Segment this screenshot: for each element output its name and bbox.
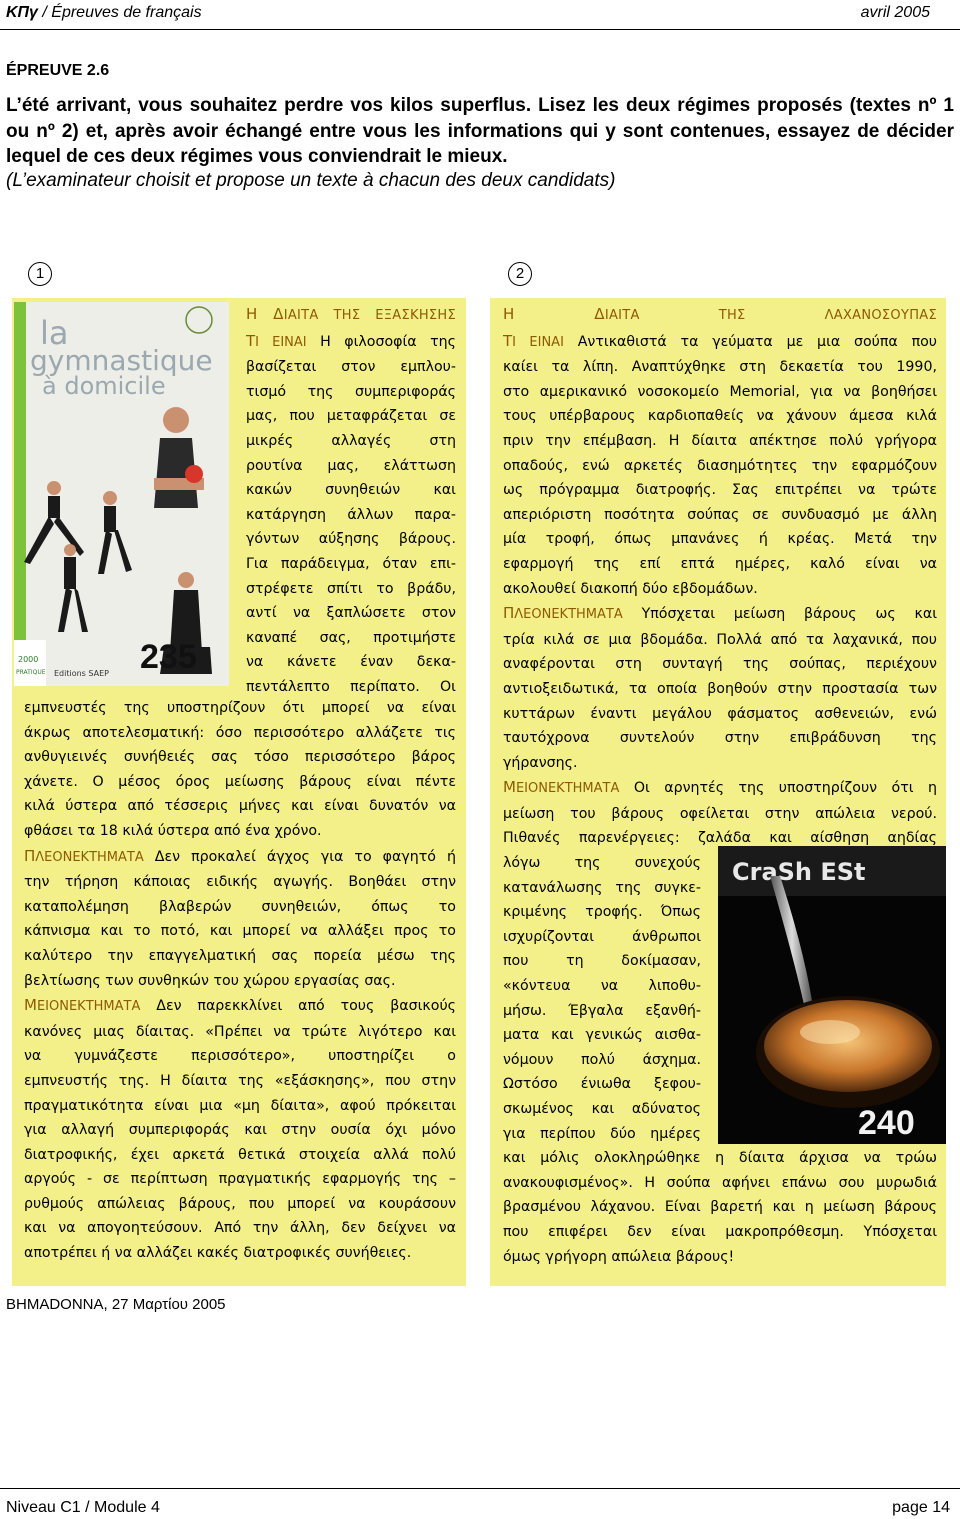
text-2-line: τους υπέρβαρους καρδιοπαθείς να χάνουν άμεσα κιλά — [503, 408, 937, 425]
text-2-line: ακολουθεί διακοπή δύο εβδομάδων. — [503, 580, 758, 597]
text-1-line: την τήρηση κάποιας ειδικής αγωγής. Βοηθάει στην — [24, 874, 456, 891]
text-2-line — [503, 329, 937, 356]
text-1-line: να κάνετε έναν δεκα- — [246, 654, 456, 671]
text-2-line: για περίπου δύο ημέρες — [503, 1125, 701, 1142]
soup-image — [718, 846, 946, 1144]
text-2-line: στο αμερικανικό νοσοκομείο Memorial, για να βοηθήσει — [503, 383, 937, 400]
text-2-line: κριμένης τροφής. Όπως — [503, 904, 701, 921]
text-2-line: «κόντευα να λιποθυ- — [503, 978, 701, 995]
text-1-line: μας, που μεταφράζεται σε — [246, 408, 456, 425]
text-1-line: γόντων αύξησης βάρους. — [246, 531, 456, 548]
text-2-advantages-label — [503, 604, 623, 623]
soup-ladle-art — [718, 846, 946, 1144]
text-2-line: τρία κιλά σε μια βδομάδα. Πολλά από τα λαχανικά, που — [503, 631, 937, 648]
text-2-line: κυττάρων έναντι μεγάλου φάσματος ασθενειών, ενώ — [503, 705, 937, 722]
text-1-line: ρουτίνα μας, ελάττωση — [246, 457, 456, 474]
exercise-note: (L’examinateur choisit et propose un texte à chacun des deux candidats) — [6, 170, 616, 191]
text-1-line: άκρως αποτελεσματική: όσο περισσότερο αλλάζετε τις — [24, 724, 456, 741]
book-publisher: Editions SAEP — [54, 669, 109, 678]
text-2-line: νόμουν πολύ άσχημα. — [503, 1051, 701, 1068]
text-1-line: αποτρέπει ή να αλλάζει κακές διατροφικές συνήθειες. — [24, 1245, 412, 1262]
text-2-line: και μόλις ολοκληρώθηκε η δίαιτα άρχισα να τρώω — [503, 1150, 937, 1167]
text-1-wide-column — [24, 696, 456, 1266]
text-1-line-text: Η φιλοσοφία της — [320, 333, 456, 350]
text-1-heading-rest: ΙΑΙΤΑ ΤΗΣ ΕΞΑΣΚΗΣΗΣ — [283, 308, 456, 323]
text-1-line: βελτίωσης των συνθηκών του χώρου εργασίας σας. — [24, 972, 396, 989]
text-2-disadvantages — [503, 775, 937, 802]
text-2-keyword-rest: Ι ΕΙΝΑΙ — [512, 334, 564, 350]
text-2-heading — [503, 302, 937, 329]
text-1-line: τισμό της συμπεριφοράς — [246, 383, 456, 400]
header-title-rest: / Épreuves de français — [37, 4, 202, 21]
text-2-line-text: Αντικαθιστά τα γεύματα με μια σούπα που — [577, 333, 938, 350]
text-2-disadvantages-cap: Μ — [503, 778, 516, 797]
text-1-line: πεντάλεπτο περίπατο. Οι — [246, 678, 456, 695]
text-2-line: οπαδούς, ενώ αρκετές διασημότητες την εφαρμόζουν — [503, 457, 937, 474]
text-1-heading-cap: Η Δ — [246, 305, 284, 323]
text-2-advantages-cap: Π — [503, 604, 515, 623]
text-1-line: κακών συνηθειών και — [246, 482, 456, 499]
exercise-label: ÉPREUVE 2.6 — [6, 62, 110, 79]
text-2-disadvantages-label — [503, 778, 620, 797]
book-series-top: 2000 — [18, 655, 39, 664]
text-1-line: καναπέ σας, προτιμήστε — [246, 629, 456, 646]
text-1-heading — [246, 302, 456, 329]
text-2-line: που επιφέρει δεν είναι μακροπρόθεσμη. Υπόσχεται — [503, 1223, 937, 1240]
text-2-line: βρασμένου λάχανου. Είναι βαρετή και η μείωση βάρους — [503, 1199, 937, 1216]
text-1-line: διατροφικής, έχει αρκετά θετικά στοιχεία αλλά πολύ — [24, 1146, 456, 1163]
text-1-line: φθάσει τα 18 κιλά ύστερα από ένα χρόνο. — [24, 822, 322, 839]
book-cover-image — [14, 302, 229, 686]
header-date: avril 2005 — [860, 4, 930, 21]
text-2-narrow-block — [503, 851, 701, 1146]
text-2-line: αντιοξειδωτικά, τα οποία βοηθούν στην προστασία των — [503, 680, 937, 697]
text-1-line: αντί να ξαπλώσετε στον — [246, 605, 456, 622]
text-1-line: για αλλαγή συμπεριφοράς και στην ουσία όχι μόνο — [24, 1122, 456, 1139]
text-1-number: 1 — [28, 262, 52, 286]
text-1-disadvantages — [24, 993, 456, 1020]
text-1-advantages-cap: Π — [24, 846, 36, 865]
text-1-line: μικρές αλλαγές στη — [246, 432, 456, 449]
text-2-line: γήρανσης. — [503, 754, 578, 771]
footer-page-number: page 14 — [892, 1499, 950, 1516]
text-1-line: καλύτερο την επαγγελματική σας πορεία μέσω της — [24, 947, 456, 964]
text-2-line: που τη δοκίμασαν, — [503, 953, 701, 970]
text-2-advantages-rest: ΛΕΟΝΕΚΤΗΜΑΤΑ — [514, 607, 623, 623]
text-1-advantages-rest: ΛΕΟΝΕΚΤΗΜΑΤΑ — [35, 849, 144, 865]
text-1-line: Για παράδειγμα, όταν επι- — [246, 555, 456, 572]
text-2-keyword — [503, 331, 564, 350]
text-2-line-text: Υπόσχεται μείωση βάρους ως και — [641, 606, 937, 623]
soup-image-number: 240 — [858, 1104, 915, 1142]
page-header — [0, 0, 960, 30]
text-2-line: ματα και γενικώς αισθα- — [503, 1027, 701, 1044]
text-1-narrow-column — [246, 302, 456, 700]
text-1-line: βασίζεται στον εμπλου- — [246, 359, 456, 376]
header-title — [6, 4, 202, 22]
text-1-line: αργούς - σε περίπτωση πραγματικής εφαρμογής της – — [24, 1171, 456, 1188]
text-1-disadvantages-label — [24, 996, 141, 1015]
exercise-intro: L’été arrivant, vous souhaitez perdre vos kilos superflus. Lisez les deux régimes proposés (textes nº 1 ou nº 2) et, après avoir échangé entre vous les informations qui y sont contenues, essayez de décider lequel de ces deux régimes vous conviendrait le mieux. — [6, 95, 954, 167]
text-1-keyword-rest: Ι ΕΙΝΑΙ — [255, 334, 307, 350]
text-1-line: να γυμνάζεστε περισσότερο», υποστηρίζει ο — [24, 1048, 456, 1065]
text-2-line: απεριόριστη ποσότητα σούπας σε συνδυασμό με άλλη — [503, 506, 937, 523]
text-1-line: εμπνευστής της. Η δίαιτα της «εξάσκησης», που στην — [24, 1072, 456, 1089]
text-2-heading-rest: ΙΑΙΤΑ ΤΗΣ ΛΑΧΑΝΟΣΟΥΠΑΣ — [604, 308, 937, 323]
text-2-line: ως πρόγραμμα διατροφής. Σας επιτρέπει να τρώτε — [503, 482, 937, 499]
page-footer — [0, 1488, 960, 1519]
header-title-bold: ΚΠγ — [6, 4, 38, 21]
text-2-line: Πιθανές παρενέργειες: ζαλάδα και αίσθηση αηδίας — [503, 830, 937, 847]
text-1-line: κατάργηση άλλων παρα- — [246, 506, 456, 523]
text-2-line: μία τροφή, όπως μπανάνες ή κρέας. Μετά την — [503, 531, 937, 548]
book-title-line-2: gymnastique — [30, 344, 213, 377]
text-2-line: λόγω της συνεχούς — [503, 855, 701, 872]
text-1-line: καταπολέμηση βλαβερών συνηθειών, όπως το — [24, 898, 456, 915]
book-series-bottom: PRATIQUE — [16, 669, 46, 676]
text-2-heading-cap: Η Δ — [503, 305, 605, 323]
text-2-line: εφαρμογή της επί επτά ημέρες, καλό είναι να — [503, 555, 937, 572]
text-1-disadvantages-rest: ΕΙΟΝΕΚΤΗΜΑΤΑ — [36, 999, 141, 1015]
text-2-number: 2 — [508, 262, 532, 286]
text-1-advantages-label — [24, 846, 144, 865]
footer-level: Niveau C1 / Module 4 — [6, 1499, 160, 1516]
text-1-line — [246, 329, 456, 356]
text-2-line: όμως γρήγορη απώλεια βάρους! — [503, 1248, 735, 1265]
text-1-line: ανθυγιεινές συνήθειές σας τόσο περισσότερο βάρος — [24, 749, 456, 766]
text-1-line: πραγματικότητα είναι μια «μη δίαιτα», αφού πρόκειται — [24, 1097, 456, 1114]
text-2-line: σκωμένος και αδύνατος — [503, 1101, 701, 1117]
text-1-advantages — [24, 844, 456, 871]
text-2-advantages — [503, 601, 937, 628]
text-2-line: μείωση του βάρους οφείλεται στην απώλεια νερού. — [503, 805, 937, 822]
text-2-line: ισχυρίζονται άνθρωποι — [503, 928, 701, 945]
text-1-line: και να απογοητεύσουν. Από την άλλη, δεν δείχνει να — [24, 1220, 456, 1237]
text-1-line: ρυθμούς απώλειας βάρους, που μπορεί να κουράσουν — [24, 1195, 456, 1212]
book-title-line-3: à domicile — [42, 372, 166, 400]
text-1-disadvantages-cap: Μ — [24, 996, 37, 1015]
text-1-line: χάνετε. Ο μέσος όρος μείωσης βάρους είναι πέντε — [24, 773, 456, 790]
book-title-line-1: la — [40, 314, 69, 352]
text-1-keyword-cap: Τ — [246, 331, 256, 350]
text-1-keyword — [246, 331, 307, 350]
text-1-line: κάπνισμα και το ποτό, και μπορεί να αλλάξει προς το — [24, 923, 456, 940]
text-2-line: Ωστόσο ένιωθα ξεφου- — [503, 1076, 701, 1093]
book-number: 235 — [140, 638, 197, 676]
text-2-line-text: Οι αρνητές της υποστηρίζουν ότι η — [633, 780, 937, 797]
text-2-line: καίει τα λίπη. Αναπτύχθηκε στη δεκαετία του 1990, — [503, 359, 937, 376]
text-1-line: στρέφετε σπίτι το βράδυ, — [246, 580, 456, 597]
source-citation: ΒΗΜΑDONNA, 27 Μαρτίου 2005 — [6, 1296, 226, 1313]
soup-image-title: CraSh ESt — [732, 858, 866, 886]
text-1-line: εμπνευστές της υποστηρίζουν ότι μπορεί να είναι — [24, 700, 456, 716]
text-2-line: κατανάλωσης της συγκε- — [503, 879, 701, 896]
text-1-line-text: Δεν παρεκκλίνει από τους βασικούς — [156, 998, 456, 1015]
text-2-disadvantages-rest: ΕΙΟΝΕΚΤΗΜΑΤΑ — [515, 781, 620, 797]
text-2-line: πριν την επέμβαση. Η δίαιτα απέκτησε πολύ γρήγορα — [503, 432, 937, 449]
text-2-line: ανακουφισμένος». Η σούπα αφήνει επάνω σου μυρωδιά — [503, 1174, 937, 1191]
text-2-line: αναφέρονται στη συνταγή της σούπας, περιέχουν — [503, 656, 937, 673]
text-2-line: μήσω. Έβγαλα εξανθή- — [503, 1002, 701, 1019]
text-2-line: ταυτόχρονα συντελούν στην επιβράδυνση της — [503, 730, 937, 747]
text-1-line: κιλά ύστερα από τέσσερις μήνες και είναι δυνατόν να — [24, 798, 456, 815]
text-2-keyword-cap: Τ — [503, 331, 513, 350]
book-cover-art — [14, 302, 229, 686]
text-1-line-text: Δεν προκαλεί άγχος για το φαγητό ή — [154, 848, 456, 865]
text-1-line: κανόνες μιας δίαιτας. «Πρέπει να τρώτε λιγότερο και — [24, 1023, 456, 1040]
